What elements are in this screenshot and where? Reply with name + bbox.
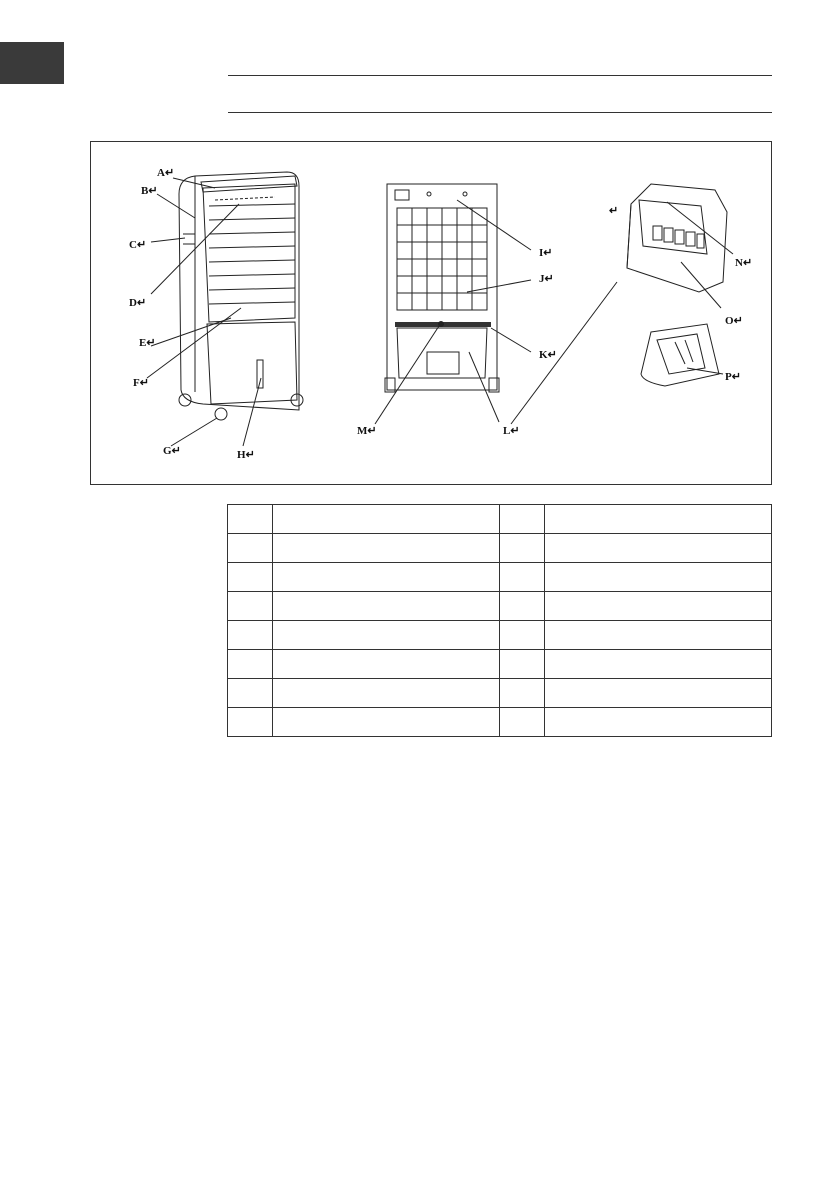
table-row	[228, 708, 772, 737]
table-row	[228, 534, 772, 563]
table-cell	[273, 679, 500, 708]
product-diagram	[90, 141, 772, 485]
table-row	[228, 621, 772, 650]
stray-return-mark: ↵	[609, 205, 619, 217]
table-row	[228, 650, 772, 679]
label-b: B↵	[141, 185, 158, 197]
front-view-illustration	[179, 172, 303, 420]
label-g: G↵	[163, 445, 181, 457]
table-cell	[273, 534, 500, 563]
table-row	[228, 679, 772, 708]
filter-grid	[397, 208, 487, 310]
rear-view-illustration	[385, 184, 499, 392]
product-diagram-svg	[91, 142, 771, 484]
table-cell	[500, 679, 545, 708]
table-cell	[500, 534, 545, 563]
heading-rule-top	[228, 75, 772, 76]
label-j: J↵	[539, 273, 554, 285]
label-k: K↵	[539, 349, 557, 361]
label-h: H↵	[237, 449, 255, 461]
table-cell	[545, 534, 772, 563]
language-tab	[0, 42, 64, 84]
ice-pack-illustration	[641, 324, 719, 386]
table-cell	[228, 650, 273, 679]
table-cell	[500, 563, 545, 592]
label-c: C↵	[129, 239, 147, 251]
label-i: I↵	[539, 247, 553, 259]
table-cell	[273, 563, 500, 592]
table-cell	[545, 621, 772, 650]
table-row	[228, 505, 772, 534]
table-cell	[545, 650, 772, 679]
table-cell	[273, 505, 500, 534]
label-a: A↵	[157, 167, 175, 179]
label-n: N↵	[735, 257, 753, 269]
label-m: M↵	[357, 425, 377, 437]
heading-rule-bottom	[228, 112, 772, 113]
table-cell	[228, 563, 273, 592]
table-cell	[228, 592, 273, 621]
table-cell	[273, 621, 500, 650]
table-cell	[545, 592, 772, 621]
table-cell	[500, 708, 545, 737]
table-cell	[228, 679, 273, 708]
label-p: P↵	[725, 371, 741, 383]
label-f: F↵	[133, 377, 149, 389]
table-cell	[545, 708, 772, 737]
table-cell	[273, 708, 500, 737]
table-cell	[545, 563, 772, 592]
table-cell	[545, 505, 772, 534]
table-cell	[273, 650, 500, 679]
table-cell	[273, 592, 500, 621]
table-cell	[500, 592, 545, 621]
table-cell	[500, 621, 545, 650]
table-cell	[228, 708, 273, 737]
label-d: D↵	[129, 297, 147, 309]
table-cell	[228, 621, 273, 650]
label-o: O↵	[725, 315, 743, 327]
table-cell	[228, 505, 273, 534]
label-e: E↵	[139, 337, 156, 349]
table-row	[228, 563, 772, 592]
table-cell	[545, 679, 772, 708]
table-cell	[228, 534, 273, 563]
table-cell	[500, 505, 545, 534]
table-row	[228, 592, 772, 621]
label-l: L↵	[503, 425, 520, 437]
table-cell	[500, 650, 545, 679]
parts-table	[227, 504, 772, 737]
